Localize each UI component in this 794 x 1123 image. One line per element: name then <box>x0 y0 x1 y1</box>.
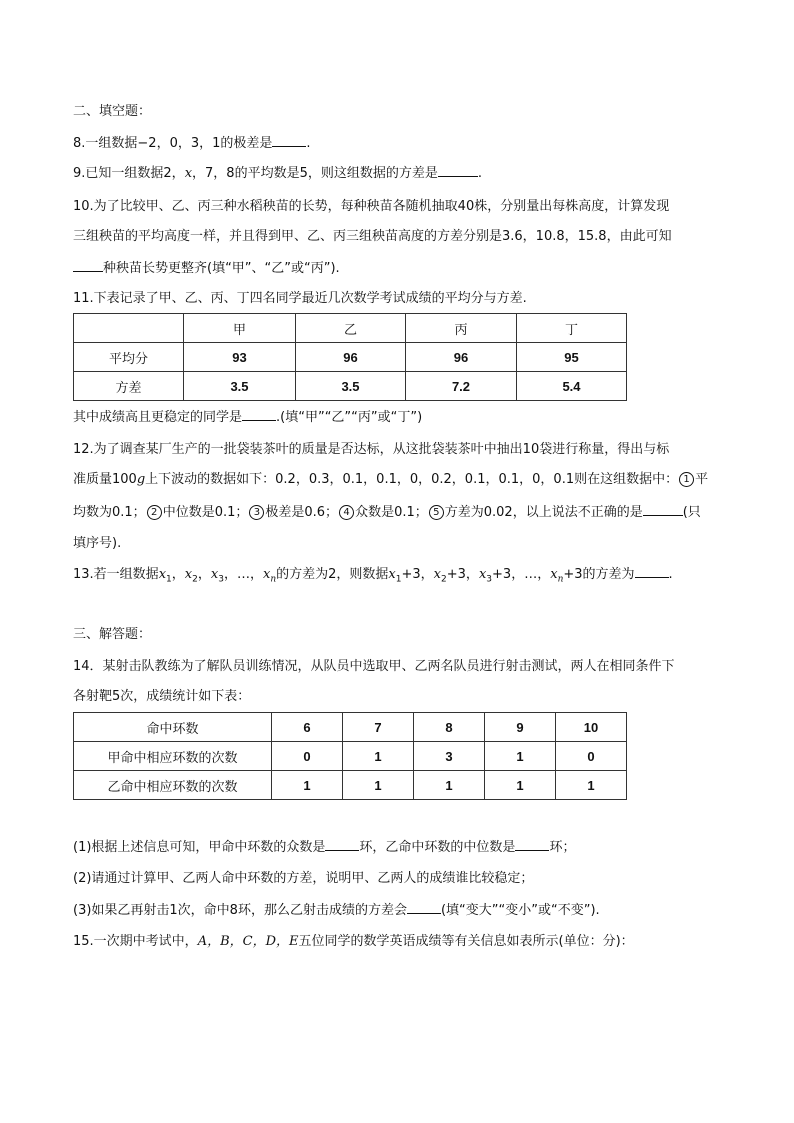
question-10-line-3: 种秧苗长势更整齐(填“甲”、“乙”或“丙”). <box>73 259 340 277</box>
question-11-prompt: 其中成绩高且更稳定的同学是 .(填“甲”“乙”“丙”或“丁”) <box>73 410 423 425</box>
answer-blank[interactable] <box>407 901 441 914</box>
question-14-line-1: 14．某射击队教练为了解队员训练情况，从队员中选取甲、乙两名队员进行射击测试，两人在相同条件下 <box>73 659 675 674</box>
table-header-cell: 6 <box>272 713 343 742</box>
question-12-line-2: 准质量100g上下波动的数据如下：0.2，0.3，0.1，0.1，0，0.2，0.1，0.1，0，0.1则在这组数据中： 1 平 <box>73 472 709 487</box>
answer-blank[interactable] <box>635 565 669 578</box>
question-11: 11.下表记录了甲、乙、丙、丁四名同学最近几次数学考试成绩的平均分与方差. <box>73 291 527 306</box>
answer-blank[interactable] <box>272 134 306 147</box>
table-cell: 1 <box>343 742 414 771</box>
answer-blank[interactable] <box>438 164 478 177</box>
table-cell: 3.5 <box>296 372 406 401</box>
question-9: 9.已知一组数据2，x，7，8的平均数是5，则这组数据的方差是 . <box>73 166 482 181</box>
question-12-line-4: 填序号). <box>73 536 122 551</box>
table-header-cell: 10 <box>556 713 627 742</box>
circled-number: 1 <box>679 472 694 487</box>
circled-number: 2 <box>147 505 162 520</box>
question-10-line-1: 10.为了比较甲、乙、丙三种水稻秧苗的长势，每种秧苗各随机抽取40株，分别量出每株高度，计算发现 <box>73 199 670 214</box>
question-14-part-3: (3)如果乙再射击1次，命中8环，那么乙射击成绩的方差会 (填“变大”“变小”或“不变”). <box>73 903 600 918</box>
table-row <box>74 372 627 401</box>
table-cell: 0 <box>556 742 627 771</box>
table-header-cell: 8 <box>414 713 485 742</box>
table-cell: 3 <box>414 742 485 771</box>
table-cell: 1 <box>272 771 343 800</box>
table-cell: 93 <box>184 343 296 372</box>
question-14-part-1: (1)根据上述信息可知，甲命中环数的众数是 环，乙命中环数的中位数是 环； <box>73 840 576 855</box>
question-12-line-1: 12.为了调查某厂生产的一批袋装茶叶的质量是否达标，从这批袋装茶叶中抽出10袋进行称量，得出与标 <box>73 442 670 457</box>
question-12-line-3: 均数为0.1； 2 中位数是0.1； 3 极差是0.6； 4 众数是0.1； 5 方差为0.02，以上说法不正确的是 (只 <box>73 505 701 520</box>
answer-blank[interactable] <box>242 408 276 421</box>
circled-number: 5 <box>429 505 444 520</box>
answer-blank[interactable] <box>73 259 103 272</box>
table-cell: 1 <box>485 771 556 800</box>
table-header-row <box>74 314 627 343</box>
table-cell: 1 <box>556 771 627 800</box>
table-cell <box>74 314 184 343</box>
table-cell: 95 <box>517 343 627 372</box>
table-cell: 1 <box>343 771 414 800</box>
table-header-cell: 乙 <box>296 314 406 343</box>
table-row <box>74 343 627 372</box>
answer-blank[interactable] <box>325 838 359 851</box>
row-label: 平均分 <box>74 343 184 372</box>
question-15: 15.一次期中考试中，A，B，C，D，E五位同学的数学英语成绩等有关信息如表所示(单位：分)： <box>73 934 634 949</box>
table-header-cell: 甲 <box>184 314 296 343</box>
answer-blank[interactable] <box>643 503 683 516</box>
table-cell: 96 <box>406 343 517 372</box>
row-label: 方差 <box>74 372 184 401</box>
score-table <box>73 313 627 401</box>
table-header-cell: 7 <box>343 713 414 742</box>
row-label: 乙命中相应环数的次数 <box>74 771 272 800</box>
table-cell: 1 <box>485 742 556 771</box>
table-cell: 5.4 <box>517 372 627 401</box>
table-cell: 7.2 <box>406 372 517 401</box>
section-title-fill-in: 二、填空题： <box>73 104 152 119</box>
table-header-cell: 丁 <box>517 314 627 343</box>
table-header-cell: 丙 <box>406 314 517 343</box>
table-cell: 1 <box>414 771 485 800</box>
circled-number: 4 <box>339 505 354 520</box>
table-cell: 96 <box>296 343 406 372</box>
table-header-row <box>74 713 627 742</box>
table-cell: 3.5 <box>184 372 296 401</box>
table-header-cell: 命中环数 <box>74 713 272 742</box>
table-row <box>74 771 627 800</box>
answer-blank[interactable] <box>515 838 549 851</box>
shooting-table <box>73 712 627 800</box>
question-13: 13.若一组数据$x_1$，$x_2$，$x_3$，…，$x_n$的方差为2，则数据$x_1+3$，$x_2+3$，$x_3+3$，…，$x_n+3$的方差为 . <box>73 567 673 585</box>
question-14-line-2: 各射靶5次，成绩统计如下表： <box>73 689 251 704</box>
question-10-line-2: 三组秧苗的平均高度一样，并且得到甲、乙、丙三组秧苗高度的方差分别是3.6，10.8，15.8，由此可知 <box>73 229 672 244</box>
circled-number: 3 <box>249 505 264 520</box>
section-title-solutions: 三、解答题： <box>73 627 152 642</box>
question-14-part-2: (2)请通过计算甲、乙两人命中环数的方差，说明甲、乙两人的成绩谁比较稳定； <box>73 871 534 886</box>
table-row <box>74 742 627 771</box>
question-8: 8.一组数据−2，0，3，1的极差是 . <box>73 136 311 151</box>
table-cell: 0 <box>272 742 343 771</box>
table-header-cell: 9 <box>485 713 556 742</box>
row-label: 甲命中相应环数的次数 <box>74 742 272 771</box>
